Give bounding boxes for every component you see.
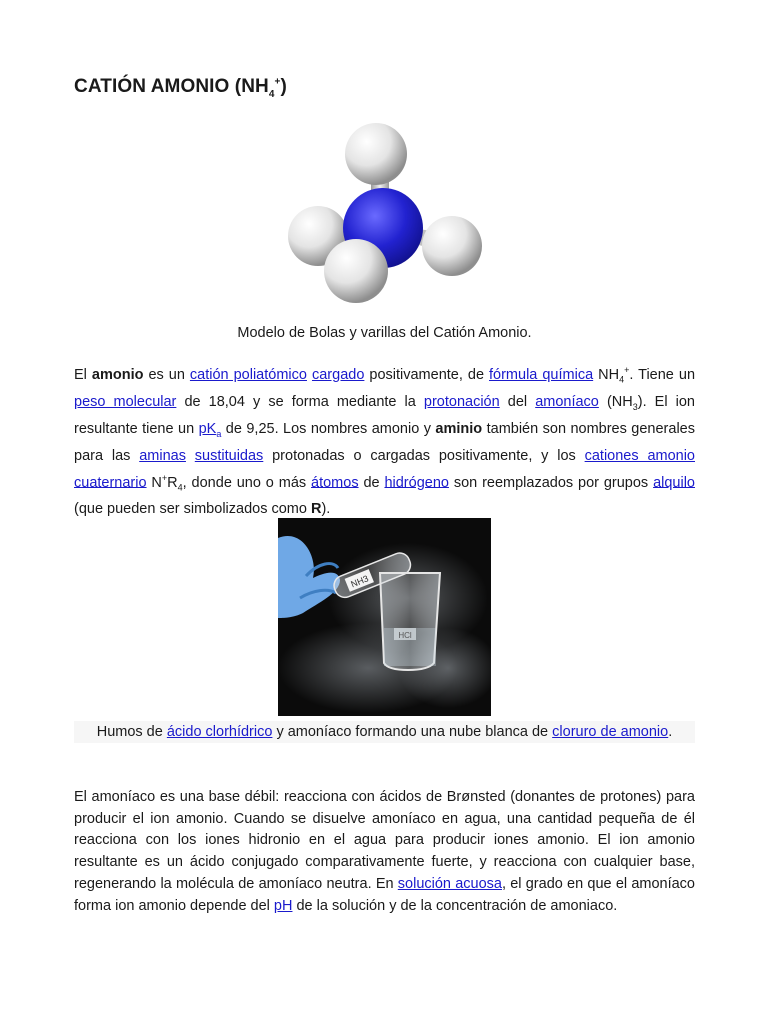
link-peso-molecular[interactable]: peso molecular (74, 393, 177, 410)
page-title: CATIÓN AMONIO $(NH_4^+)$ (74, 76, 287, 100)
ammonium-ball-and-stick-model (284, 118, 484, 308)
link-cationes-amonio-cuaternario[interactable]: cationes amonio cuaternario (74, 447, 695, 491)
link-atomos[interactable]: átomos (311, 474, 359, 491)
link-alquilo[interactable]: alquilo (653, 474, 695, 491)
link-sustituidas[interactable]: sustituidas (194, 447, 264, 464)
link-protonacion[interactable]: protonación (423, 393, 500, 410)
photo-hcl-ammonia-fumes (278, 518, 491, 716)
term-aminio: aminio (435, 420, 483, 437)
link-cloruro-de-amonio[interactable]: cloruro de amonio (552, 724, 669, 740)
beaker-label: HCl (398, 631, 412, 640)
link-formula-quimica[interactable]: fórmula química (489, 366, 594, 383)
link-pka[interactable]: $pK_a$ (198, 420, 222, 439)
term-r: R (310, 501, 322, 518)
link-cation-poliatomico[interactable]: catión poliatómico (189, 366, 307, 383)
link-hidrogeno[interactable]: hidrógeno (384, 474, 449, 491)
link-solucion-acuosa[interactable]: solución acuosa (397, 875, 502, 892)
paragraph-ammonium-definition: El amonio es un catión poliatómico cargado positivamente, de fórmula química $NH_4^+$. Tiene un peso molecular de 18,04 y se forma mediante la protonación del amoníaco $(NH_3)$. El ion resultante tiene un $pK_a$ de 9,25. Los nombres amonio y aminio también son nombres generales para las aminas sustituidas protonadas o cargadas positivamente, y los cationes amonio cuaternario $N^+R_4$, donde uno o más átomos de hidrógeno son reemplazados por grupos alquilo (que pueden ser simbolizados como R). (74, 365, 696, 518)
link-amoniaco[interactable]: amoníaco (535, 393, 599, 410)
hydrogen-atom-front (324, 239, 388, 303)
link-acido-clorhidrico[interactable]: ácido clorhídrico (166, 724, 273, 740)
tube-label: NH3 (349, 573, 370, 590)
hydrogen-atom-top (345, 123, 407, 185)
link-cargado[interactable]: cargado (311, 366, 365, 383)
paragraph-ammonia-base: El amoníaco es una base débil: reacciona con ácidos de Brønsted (donantes de protones) para producir el ion amonio. Cuando se disuelve amoníaco en agua, una cantidad pequeña de él reacciona con los iones hidronio en el agua para producir iones amonio. El ion amonio resultante es un ácido conjugado comparativamente fuerte, y reacciona con cualquier base, regenerando la molécula de amoníaco neutra. En solución acuosa, el grado en que el amoníaco forma ion amonio depende del pH de la solución y de la concentración de amoniaco. (74, 789, 695, 914)
link-aminas[interactable]: aminas (139, 447, 186, 464)
figure-caption-fumes: Humos de ácido clorhídrico y amoníaco formando una nube blanca de cloruro de amonio. (74, 721, 695, 743)
figure-caption-molecule: Modelo de Bolas y varillas del Catión Amonio. (237, 325, 532, 341)
term-amonio: amonio (91, 366, 144, 383)
hydrogen-atom-right (422, 216, 482, 276)
link-ph[interactable]: pH (273, 897, 293, 914)
